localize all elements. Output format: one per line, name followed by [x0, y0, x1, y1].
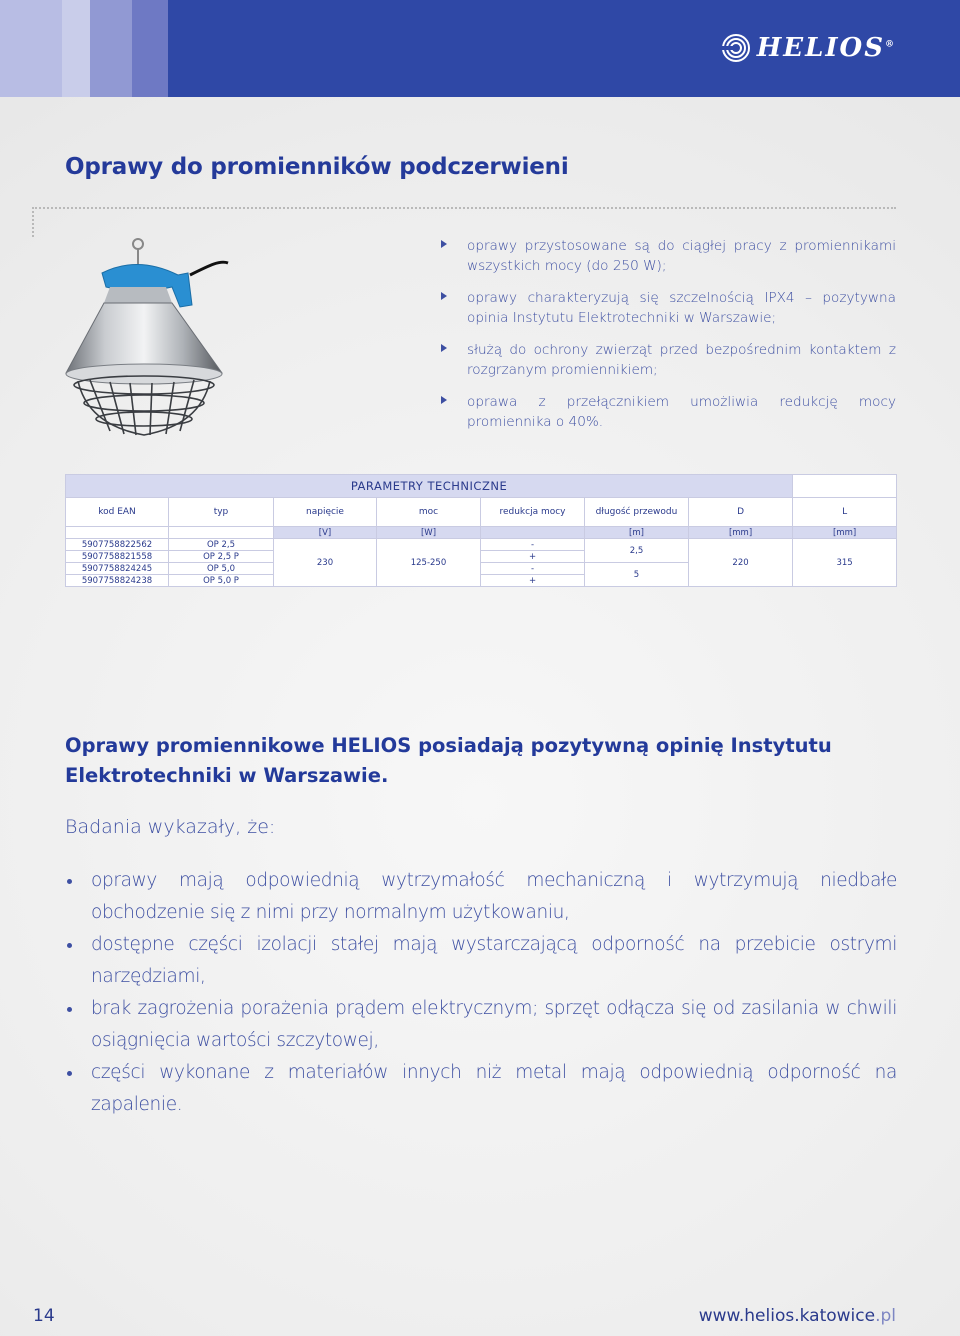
unit-cell: [mm]: [793, 527, 897, 539]
column-header-type: typ: [169, 498, 274, 527]
unit-cell: [m]: [585, 527, 689, 539]
helios-logo: [721, 30, 896, 66]
column-header-power-reduction: redukcja mocy: [481, 498, 585, 527]
unit-cell: [V]: [274, 527, 377, 539]
bullet-arrow-icon: [441, 292, 447, 300]
reduction-cell: +: [481, 551, 585, 563]
bullet-arrow-icon: [441, 344, 447, 352]
footer-website-link[interactable]: [699, 1306, 896, 1326]
page-title: Oprawy do promienników podczerwieni: [65, 154, 569, 180]
bullet-arrow-icon: [441, 396, 447, 404]
finding-item: oprawy mają odpowiednią wytrzymałość mechaniczną i wytrzymują niedbałe obchodzenie się z nimi przy normalnym użytkowaniu,: [65, 865, 897, 929]
helios-logo-icon: [721, 33, 751, 63]
feature-item: służą do ochrony zwierząt przed bezpośrednim kontaktem z rozgrzanym promiennikiem;: [441, 340, 896, 380]
type-cell: OP 5,0 P: [169, 575, 274, 587]
bullet-dot-icon: [67, 1007, 72, 1012]
header-stripe: [62, 0, 90, 97]
dotted-divider: [32, 207, 896, 209]
l-cell: 315: [793, 539, 897, 587]
voltage-cell: 230: [274, 539, 377, 587]
unit-cell: [481, 527, 585, 539]
ean-cell: 5907758821558: [66, 551, 169, 563]
header-stripe: [132, 0, 168, 97]
unit-cell: [W]: [377, 527, 481, 539]
unit-cell: [mm]: [689, 527, 793, 539]
url-main: helios.katowice: [744, 1306, 876, 1326]
finding-item: dostępne części izolacji stałej mają wystarczającą odporność na przebicie ostrymi narzędziami,: [65, 929, 897, 993]
bullet-dot-icon: [67, 879, 72, 884]
column-header-cable-length: długość przewodu: [585, 498, 689, 527]
findings-list: [65, 865, 897, 1121]
reduction-cell: -: [481, 539, 585, 551]
findings-intro: Badania wykazały, że:: [65, 816, 276, 838]
feature-item: oprawy przystosowane są do ciągłej pracy z promiennikami wszystkich mocy (do 250 W);: [441, 236, 896, 276]
feature-list: [441, 236, 896, 444]
table-row: [66, 539, 897, 551]
d-cell: 220: [689, 539, 793, 587]
logo-wordmark: HELIOS®: [756, 33, 896, 63]
certification-statement: Oprawy promiennikowe HELIOS posiadają pozytywną opinię Instytutu Elektrotechniki w Warszawie.: [65, 734, 832, 787]
reduction-cell: -: [481, 563, 585, 575]
ean-cell: 5907758824238: [66, 575, 169, 587]
column-header-l: L: [793, 498, 897, 527]
column-header-power: moc: [377, 498, 481, 527]
finding-item: brak zagrożenia porażenia prądem elektrycznym; sprzęt odłącza się od zasilania w chwili osiągnięcia wartości szczytowej,: [65, 993, 897, 1057]
unit-cell: [169, 527, 274, 539]
ean-cell: 5907758824245: [66, 563, 169, 575]
column-header-ean: kod EAN: [66, 498, 169, 527]
reduction-cell: +: [481, 575, 585, 587]
bullet-dot-icon: [67, 943, 72, 948]
table-title: PARAMETRY TECHNICZNE: [66, 475, 793, 498]
type-cell: OP 2,5 P: [169, 551, 274, 563]
bullet-dot-icon: [67, 1071, 72, 1076]
unit-cell: [66, 527, 169, 539]
header-stripe: [90, 0, 132, 97]
feature-item: oprawa z przełącznikiem umożliwia redukcję mocy promiennika o 40%.: [441, 392, 896, 432]
dotted-divider-corner: [32, 207, 34, 237]
column-header-d: D: [689, 498, 793, 527]
page-number: 14: [33, 1306, 55, 1326]
url-prefix: www.: [698, 1306, 745, 1326]
cable-length-cell: 2,5: [585, 539, 689, 563]
heat-lamp-image: [60, 235, 230, 450]
url-extension: .pl: [875, 1306, 896, 1326]
feature-item: oprawy charakteryzują się szczelnością IPX4 – pozytywna opinia Instytutu Elektrotechniki w Warszawie;: [441, 288, 896, 328]
cable-length-cell: 5: [585, 563, 689, 587]
finding-item: części wykonane z materiałów innych niż metal mają odpowiednią odporność na zapalenie.: [65, 1057, 897, 1121]
type-cell: OP 2,5: [169, 539, 274, 551]
header-bar: [0, 0, 960, 97]
power-cell: 125-250: [377, 539, 481, 587]
type-cell: OP 5,0: [169, 563, 274, 575]
table-title-blank: [793, 475, 897, 498]
column-header-voltage: napięcie: [274, 498, 377, 527]
bullet-arrow-icon: [441, 240, 447, 248]
ean-cell: 5907758822562: [66, 539, 169, 551]
technical-parameters-table: [65, 474, 897, 587]
header-stripe: [0, 0, 62, 97]
